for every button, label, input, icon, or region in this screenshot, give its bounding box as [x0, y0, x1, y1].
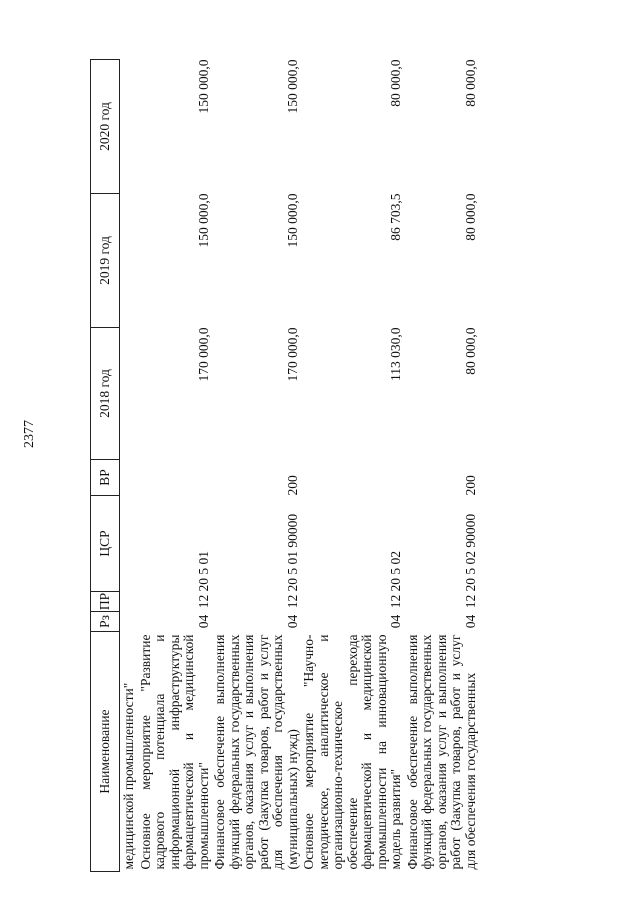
- header-pr: ПР: [91, 592, 120, 612]
- row-csr: 20 5 02: [388, 551, 403, 592]
- row-name: Основное мероприятие "Развитие кадрового потенциала и информационной инфраструктуры фармацевтической и медицинской промышленности": [137, 634, 211, 870]
- table-row: [211, 60, 300, 872]
- row-vr: 200: [284, 475, 300, 496]
- row-rz: 04: [284, 614, 300, 629]
- row-vr: [300, 460, 404, 496]
- row-2020: 150 000,0: [284, 59, 300, 114]
- row-csr: [120, 496, 137, 592]
- header-csr: ЦСР: [91, 496, 120, 592]
- budget-table-sheet: [90, 60, 582, 872]
- row-2018: [120, 328, 137, 460]
- row-rz: 04: [388, 614, 403, 629]
- row-2019: 86 703,5: [388, 193, 403, 241]
- row-2018: 80 000,0: [462, 327, 478, 375]
- budget-table: [90, 59, 478, 872]
- row-2020: 80 000,0: [462, 59, 478, 107]
- table-row: [137, 60, 212, 872]
- page-number: 2377: [22, 420, 37, 448]
- row-rz: 04: [195, 614, 211, 629]
- header-vr: ВР: [91, 460, 120, 496]
- row-csr: 20 5 01 90000: [284, 513, 300, 592]
- row-vr: 200: [462, 475, 478, 496]
- row-csr: 20 5 01: [195, 551, 211, 592]
- row-2019: 150 000,0: [195, 193, 211, 248]
- row-2018: 113 030,0: [388, 327, 403, 381]
- header-2020: 2020 год: [91, 60, 120, 194]
- table-header-row: [91, 60, 120, 872]
- header-rz: Рз: [91, 612, 120, 632]
- row-pr: 12: [284, 594, 300, 609]
- table-row: [404, 60, 479, 872]
- header-name: Наименование: [91, 632, 120, 872]
- row-name: Финансовое обеспечение выполнения функций федеральных государственных органов, оказания услуг и выполнения работ (Закупка товаров, работ и услуг для обеспечения государственных: [404, 634, 478, 870]
- header-2019: 2019 год: [91, 194, 120, 328]
- header-2018: 2018 год: [91, 328, 120, 460]
- row-pr: 12: [195, 594, 211, 609]
- row-name: Основное мероприятие "Научно-методическое, аналитическое и организационно-техническое обеспечение перехода фармацевтической и медицинской промышленности на инновационную модель развития": [301, 634, 403, 870]
- row-2019: [120, 194, 137, 328]
- row-vr: [137, 460, 212, 496]
- row-pr: 12: [388, 594, 403, 609]
- row-2018: 170 000,0: [284, 327, 300, 382]
- row-name: Финансовое обеспечение выполнения функций федеральных государственных органов, оказания услуг и выполнения работ (Закупка товаров, работ и услуг для обеспечения государственных (муниципальных) нужд): [212, 634, 300, 870]
- row-2020: [120, 60, 137, 194]
- row-2019: 80 000,0: [462, 193, 478, 241]
- table-row: [120, 60, 137, 872]
- row-rz: 04: [462, 614, 478, 629]
- row-2019: 150 000,0: [284, 193, 300, 248]
- table-row: [300, 60, 404, 872]
- row-2020: 80 000,0: [388, 59, 403, 107]
- row-2020: 150 000,0: [195, 59, 211, 114]
- row-csr: 20 5 02 90000: [462, 513, 478, 592]
- row-rz: [120, 612, 137, 632]
- row-pr: 12: [462, 594, 478, 609]
- row-pr: [120, 592, 137, 612]
- row-2018: 170 000,0: [195, 327, 211, 382]
- row-vr: [120, 460, 137, 496]
- row-name: медицинской промышленности": [121, 682, 136, 870]
